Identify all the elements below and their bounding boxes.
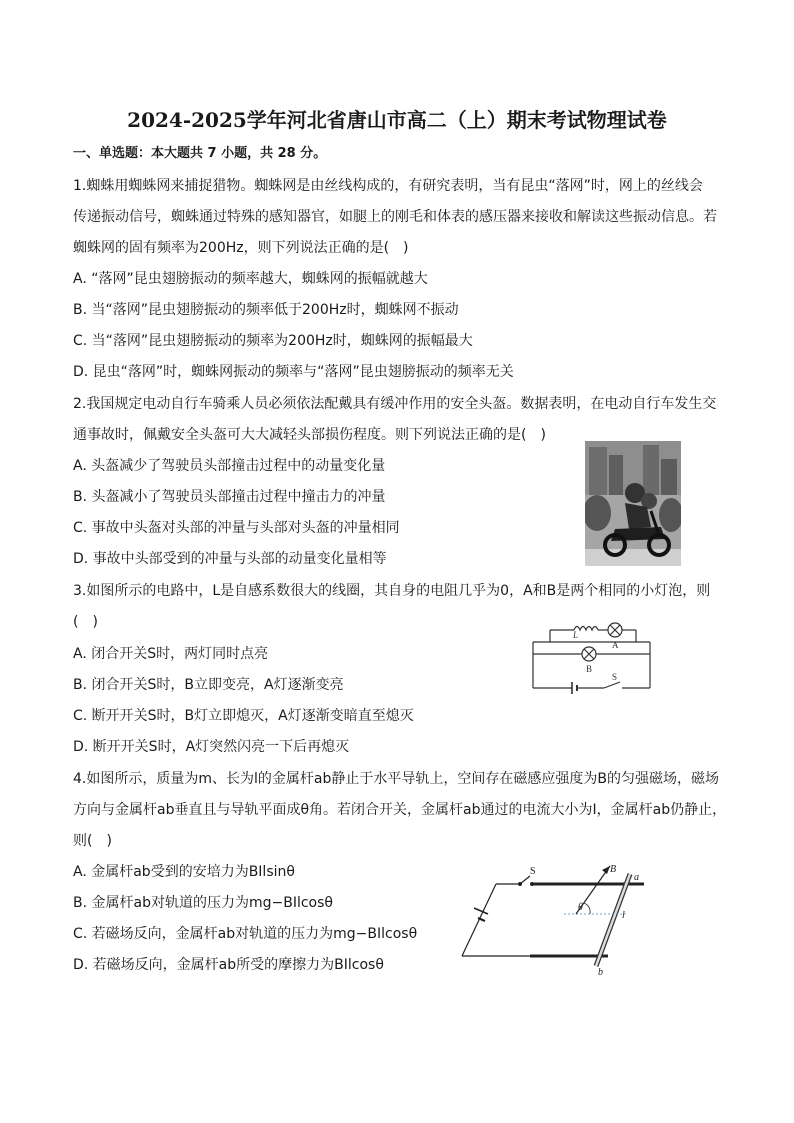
q3-stem-line: ( ) bbox=[73, 614, 98, 630]
q3-option-a: A. 闭合开关S时，两灯同时点亮 bbox=[73, 646, 269, 662]
q3-option-d: D. 断开开关S时，A灯突然闪亮一下后再熄灭 bbox=[73, 739, 350, 755]
label-length: l bbox=[622, 910, 625, 921]
label-coil: L bbox=[573, 630, 579, 640]
q4-option-b: B. 金属杆ab对轨道的压力为mg−BIlcosθ bbox=[73, 895, 333, 911]
q1-option-a: A. “落网”昆虫翅膀振动的频率越大，蜘蛛网的振幅就越大 bbox=[73, 271, 428, 287]
label-angle: θ bbox=[578, 902, 583, 913]
q2-stem-line: 通事故时，佩戴安全头盔可大大减轻头部损伤程度。则下列说法正确的是( ) bbox=[73, 427, 546, 443]
q2-stem-line: 2.我国规定电动自行车骑乘人员必须依法配戴具有缓冲作用的安全头盔。数据表明，在电动自行车发生交 bbox=[73, 396, 717, 412]
helmet-rider-illustration bbox=[585, 441, 681, 566]
q1-option-b: B. 当“落网”昆虫翅膀振动的频率低于200Hz时，蜘蛛网不振动 bbox=[73, 302, 459, 318]
label-lamp-a: A bbox=[612, 640, 619, 650]
q3-option-b: B. 闭合开关S时，B立即变亮，A灯逐渐变亮 bbox=[73, 677, 344, 693]
q1-stem-line: 蜘蛛网的固有频率为200Hz，则下列说法正确的是( ) bbox=[73, 240, 409, 256]
section-heading: 一、单选题：本大题共 7 小题，共 28 分。 bbox=[73, 146, 327, 161]
q3-stem-line: 3.如图所示的电路中，L是自感系数很大的线圈，其自身的电阻几乎为0，A和B是两个相同的小灯泡，则 bbox=[73, 583, 711, 599]
label-field: B bbox=[610, 864, 617, 875]
label-end-a: a bbox=[634, 872, 639, 883]
label-end-b: b bbox=[598, 967, 603, 978]
q4-stem-line: 4.如图所示，质量为m、长为l的金属杆ab静止于水平导轨上，空间存在磁感应强度为B的匀强磁场，磁场 bbox=[73, 771, 719, 787]
rail-rod-diagram bbox=[458, 858, 658, 978]
label-switch: S bbox=[612, 672, 618, 682]
label-switch: S bbox=[530, 866, 536, 877]
label-lamp-b: B bbox=[586, 664, 593, 674]
q2-option-c: C. 事故中头盔对头部的冲量与头部对头盔的冲量相同 bbox=[73, 520, 400, 536]
q1-stem-line: 1.蜘蛛用蜘蛛网来捕捉猎物。蜘蛛网是由丝线构成的，有研究表明，当有昆虫“落网”时，网上的丝线会 bbox=[73, 178, 703, 194]
battery-icon bbox=[474, 908, 488, 914]
q4-option-c: C. 若磁场反向，金属杆ab对轨道的压力为mg−BIlcosθ bbox=[73, 926, 418, 942]
q1-option-c: C. 当“落网”昆虫翅膀振动的频率为200Hz时，蜘蛛网的振幅最大 bbox=[73, 333, 473, 349]
q4-option-a: A. 金属杆ab受到的安培力为BIlsinθ bbox=[73, 864, 295, 880]
q2-option-b: B. 头盔减小了驾驶员头部撞击过程中撞击力的冲量 bbox=[73, 489, 386, 505]
q4-option-d: D. 若磁场反向，金属杆ab所受的摩擦力为BIlcosθ bbox=[73, 957, 384, 973]
q1-option-d: D. 昆虫“落网”时，蜘蛛网振动的频率与“落网”昆虫翅膀振动的频率无关 bbox=[73, 364, 514, 380]
q2-option-d: D. 事故中头部受到的冲量与头部的动量变化量相等 bbox=[73, 551, 387, 567]
page-title: 2024-2025学年河北省唐山市高二（上）期末考试物理试卷 bbox=[127, 108, 667, 132]
circuit-diagram bbox=[528, 618, 658, 694]
q1-stem-line: 传递振动信号，蜘蛛通过特殊的感知器官，如腿上的刚毛和体表的感压器来接收和解读这些振动信息。若 bbox=[73, 209, 717, 225]
q3-option-c: C. 断开开关S时，B灯立即熄灭，A灯逐渐变暗直至熄灭 bbox=[73, 708, 414, 724]
q4-stem-line: 方向与金属杆ab垂直且与导轨平面成θ角。若闭合开关，金属杆ab通过的电流大小为I，金属杆ab仍静止， bbox=[73, 802, 727, 818]
switch-icon bbox=[604, 682, 620, 688]
q2-option-a: A. 头盔减少了驾驶员头部撞击过程中的动量变化量 bbox=[73, 458, 386, 474]
q4-stem-line: 则( ) bbox=[73, 833, 112, 849]
